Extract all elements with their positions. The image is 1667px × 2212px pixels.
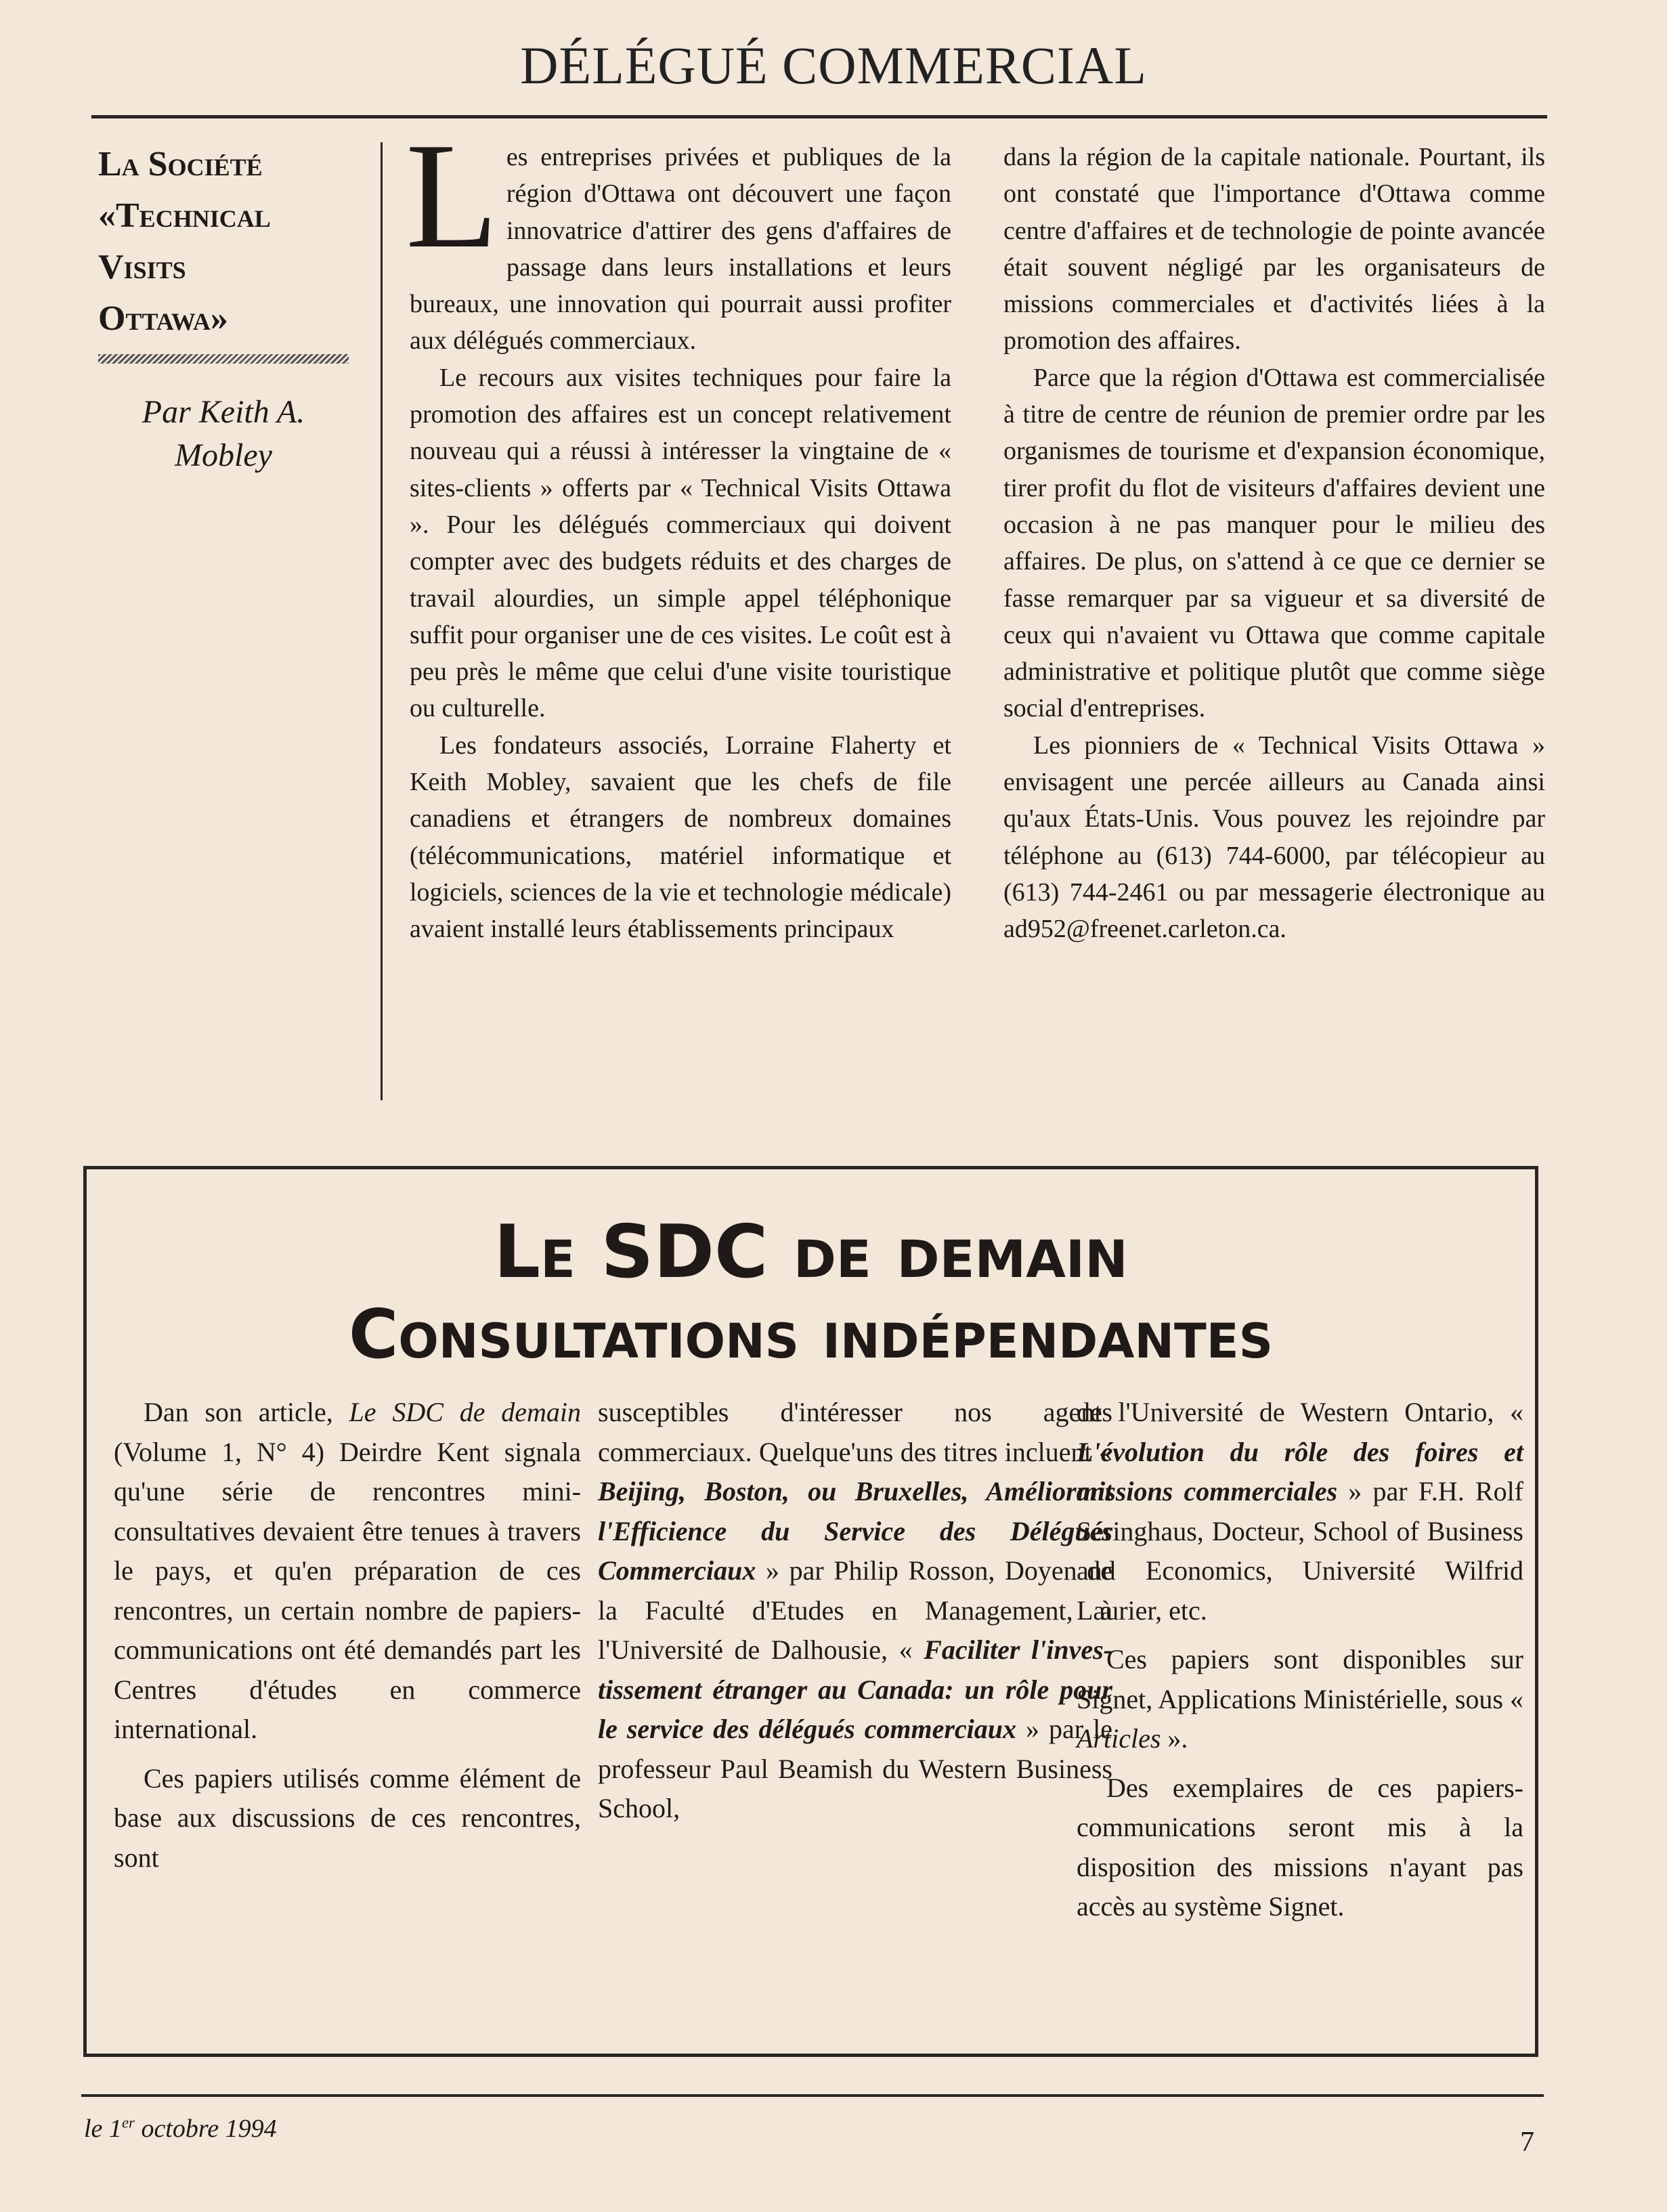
article-title-line: Visits: [98, 248, 186, 286]
masthead-title: DÉLÉGUÉ COMMERCIAL: [520, 36, 1147, 95]
box-column-3: [1077, 1393, 1523, 1927]
byline-line-1: Par Keith A.: [142, 394, 305, 430]
issue-date: le 1er octobre 1994: [84, 2114, 277, 2143]
article-paragraph: dans la région de la capitale nationale. Pourtant, ils ont constaté que l'importance d'Ottawa comme centre d'affaires et de technologie de pointe avancée était souvent négligé par les organisateurs de missions commerciales et d'activités liées à la promotion des affaires.: [1003, 143, 1545, 355]
box-paragraph: de l'Université de Western Ontario, « L'évolution du rôle des foires et missions commerciales » par F.H. Rolf Seringhaus, Docteur, School of Business and Economics, Université Wilfrid Laurier, etc.: [1077, 1397, 1523, 1626]
box-headline-2: Consultations indépendantes: [348, 1295, 1274, 1374]
article-paragraph: Les fondateurs associés, Lorraine Flaherty et Keith Mobley, savaient que les chefs de file canadiens et étrangers de nombreux domaines (télécommunications, matériel informatique et logiciels, sciences de la vie et technologie médicale) avaient installé leurs établissements principaux: [410, 731, 951, 944]
box-paragraph: Dan son article, Le SDC de demain (Volume 1, N° 4) Deirdre Kent signala qu'une série de rencontres mini-consultatives devaient être tenues à travers le pays, et qu'en préparation de ces rencontres, un certain nombre de papiers-communications ont été demandés part les Centres d'études en commerce international.: [114, 1397, 581, 1744]
article-title-line: «Technical: [98, 196, 271, 235]
article-title-line: La Société: [98, 145, 263, 183]
box-column-2: [598, 1393, 1112, 1829]
article-title-line: Ottawa»: [98, 299, 228, 338]
box-headline-1: Le SDC de demain: [494, 1210, 1128, 1295]
article-sidebar: [98, 139, 349, 477]
footer-rule: [81, 2094, 1544, 2097]
column-divider: [381, 142, 383, 1100]
article-paragraph: Les pionniers de « Technical Visits Ottawa » envisagent une percée ailleurs au Canada ainsi qu'aux États-Unis. Vous pouvez les rejoindre par téléphone au (613) 744-6000, par télécopieur au (613) 744-2461 ou par messagerie électronique au ad952@freenet.carleton.ca.: [1003, 731, 1545, 944]
box-paragraph: Des exemplaires de ces papiers-communications seront mis à la disposition des missions n'ayant pas accès au système Signet.: [1077, 1772, 1523, 1922]
drop-cap: L: [406, 112, 498, 280]
box-paragraph: susceptibles d'intéresser nos agents commerciaux. Quelque'uns des titres incluent « Beijing, Boston, ou Bruxelles, Améliorant l'Efficience du Service des Délégués Commerciaux » par Philip Rosson, Doyen de la Faculté d'Etudes en Management, à l'Université de Dalhousie, « Faciliter l'inves-tissement étranger au Canada: un rôle pour le service des délégués commerciaux » par le professeur Paul Beamish du Western Business School,: [598, 1397, 1113, 1823]
article-column-1: [406, 112, 951, 948]
article-paragraph: Parce que la région d'Ottawa est commercialisée à titre de centre de réunion de premier ordre par les organismes de tourisme et d'expansion économique, tirer profit du flot de visiteurs d'affaires devient une occasion à ne pas manquer pour le milieu des affaires. De plus, on s'attend à ce que ce dernier se fasse remarquer par sa vigueur et sa diversité de ceux qui n'avaient vu Ottawa que comme capitale administrative et politique plutôt que comme siège social d'entreprises.: [1003, 363, 1545, 723]
box-paragraph: Ces papiers sont disponibles sur Signet, Applications Ministérielle, sous « Articles ».: [1077, 1644, 1523, 1754]
article-paragraph: Le recours aux visites techniques pour faire la promotion des affaires est un concept relativement nouveau qui a réussi à intéresser la vingtaine de « sites-clients » offerts par « Technical Visits Ottawa ». Pour les délégués commerciaux qui doivent compter avec des budgets réduits et des charges de travail alourdies, un simple appel téléphonique suffit pour organiser une de ces visites. Le coût est à peu près le même que celui d'une visite touristique ou culturelle.: [410, 363, 951, 723]
top-rule: [91, 115, 1547, 118]
article-paragraph: Les entreprises privées et publiques de la région d'Ottawa ont découvert une façon innovatrice d'attirer des gens d'affaires de passage dans leurs installations et leurs bureaux, une innovation qui pourrait aussi profiter aux délégués commerciaux.: [406, 112, 951, 355]
page-number: 7: [1520, 2127, 1534, 2158]
boxed-article: [83, 1166, 1538, 2057]
byline-line-2: Mobley: [175, 437, 272, 473]
hatched-divider: [98, 354, 349, 364]
box-paragraph: Ces papiers utilisés comme élément de base aux discussions de ces rencontres, sont: [114, 1762, 581, 1873]
article-column-2: [1003, 139, 1545, 948]
box-column-1: [114, 1393, 581, 1878]
